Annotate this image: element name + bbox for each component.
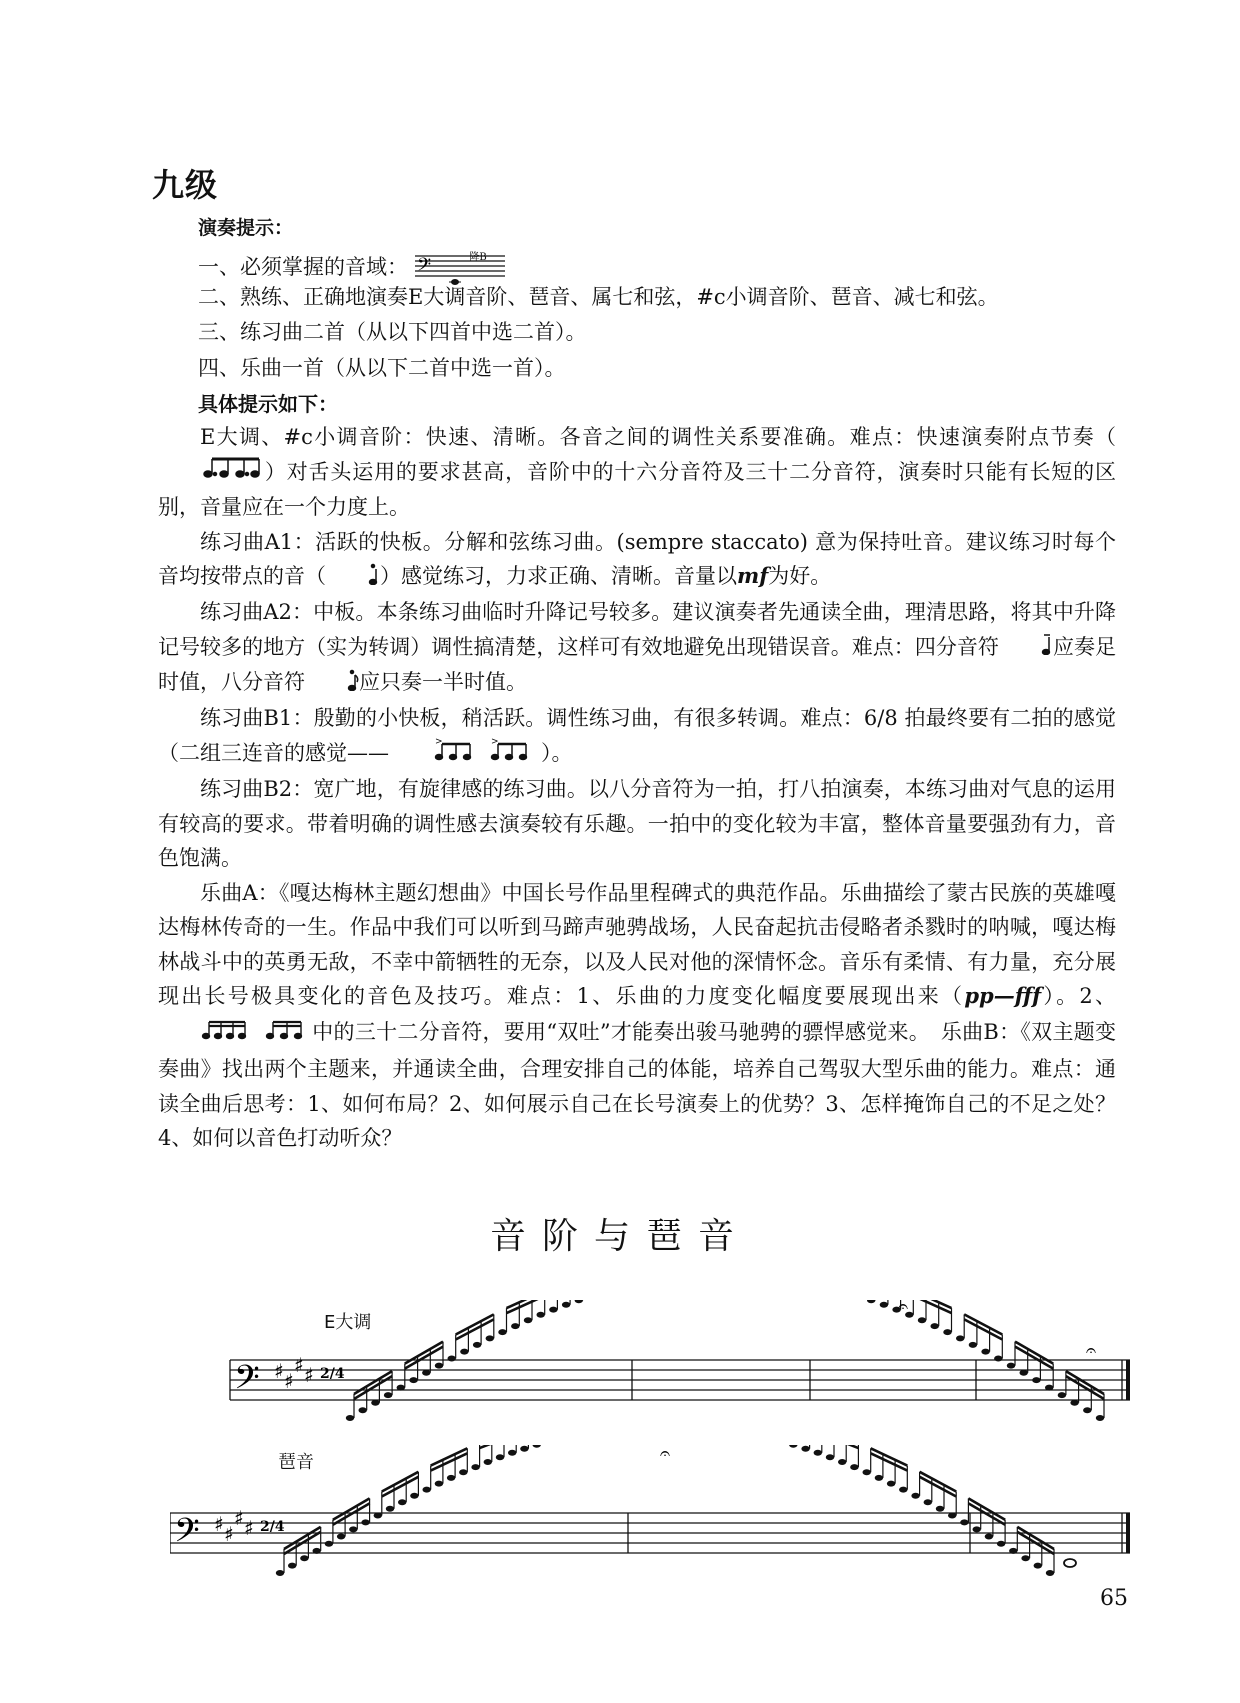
note-head — [838, 1459, 846, 1465]
beam — [964, 1319, 1002, 1339]
note-head — [498, 1329, 506, 1335]
note-head — [346, 1415, 354, 1421]
note-head — [460, 1349, 468, 1355]
time-signature-top: 2/4 — [260, 1519, 285, 1535]
note-head — [300, 1555, 308, 1561]
svg-text:>: > — [491, 736, 499, 747]
beam — [1015, 1347, 1053, 1369]
note-head — [969, 1342, 977, 1348]
requirement-4: 四、乐曲一首（从以下二首中选一首）。 — [198, 356, 566, 380]
note-head — [435, 1363, 443, 1369]
note-head — [1045, 1385, 1053, 1391]
beam — [382, 1472, 419, 1492]
note-head — [397, 1385, 405, 1391]
svg-text:♯: ♯ — [294, 1353, 304, 1377]
note-head — [956, 1335, 964, 1341]
note-head — [423, 1487, 431, 1493]
staccato-note-icon — [326, 561, 380, 596]
note-head — [549, 1307, 557, 1313]
page-number: 65 — [1100, 1586, 1128, 1611]
beam — [456, 1314, 494, 1334]
note-head — [325, 1541, 333, 1547]
requirement-2: 二、熟练、正确地演奏E大调音阶、琶音、属七和弦，#c小调音阶、琶音、减七和弦。 — [198, 285, 999, 309]
paragraph-scales-a: E大调、#c小调音阶：快速、清晰。各音之间的调性关系要准确。难点：快速演奏附点节奏（ — [200, 425, 1116, 449]
note-head — [960, 1519, 968, 1525]
triplet-notes-icon — [389, 736, 541, 773]
note-head — [943, 1329, 951, 1335]
beam — [920, 1472, 957, 1492]
note-head — [313, 1548, 321, 1554]
note-head — [801, 1446, 809, 1452]
paragraph-etude-a1 — [158, 525, 1116, 595]
note-head — [384, 1392, 392, 1398]
note-head — [1046, 1570, 1054, 1576]
note-head — [814, 1450, 822, 1456]
paragraph-scales-b: ）对舌头运用的要求甚高，音阶中的十六分音符及三十二分音符，演奏时只能有长短的区别，音量应在一个力度上。 — [158, 459, 1116, 520]
grade-title: 九级 — [152, 166, 219, 204]
note-head — [875, 1475, 883, 1481]
requirement-3: 三、练习曲二首（从以下四首中选二首）。 — [198, 320, 587, 344]
beam — [968, 1503, 1005, 1524]
staff-lines — [170, 1513, 1130, 1553]
beam — [1017, 1527, 1054, 1549]
dotted-rhythm-icon — [158, 456, 264, 491]
note-head — [850, 1464, 858, 1470]
note-head — [1021, 1555, 1029, 1561]
detail-body — [158, 420, 1116, 1156]
requirement-1-text: 一、必须掌握的音域： — [198, 255, 408, 279]
paragraph-etude-a2-a: 练习曲A2：中板。本条练习曲临时升降记号较多。建议演奏者先通读全曲，理清思路，将其中升降记号较多的地方（实为转调）调性搞清楚，这样可有效地避免出现错误音。难点：四分音符 — [158, 600, 1116, 659]
key-signature-sharps — [214, 1506, 254, 1546]
note-head — [459, 1469, 467, 1475]
note-head — [435, 1481, 443, 1487]
note-head — [486, 1335, 494, 1341]
note-head — [981, 1349, 989, 1355]
paragraph-scales — [158, 420, 1116, 525]
paragraph-etude-b1 — [158, 701, 1116, 772]
svg-text:𝄢: 𝄢 — [416, 255, 431, 280]
final-half-note — [1064, 1559, 1076, 1567]
paragraph-etude-a1-b: ）感觉练习，力求正确、清晰。音量以 — [380, 564, 737, 589]
note-head — [276, 1570, 284, 1576]
fermata-icon: 𝄐 — [898, 1300, 909, 1317]
note-head — [918, 1317, 926, 1323]
beam — [968, 1498, 1005, 1519]
scale-label-e-major: E大调 — [324, 1312, 372, 1333]
key-signature-sharps — [274, 1353, 314, 1393]
dynamic-mf: mf — [737, 563, 769, 589]
note-head — [386, 1506, 394, 1512]
note-head — [524, 1317, 532, 1323]
paragraph-pieces-b: ）。2、 — [1041, 984, 1116, 1009]
note-head — [948, 1513, 956, 1519]
note-head — [508, 1450, 516, 1456]
note-head — [994, 1356, 1002, 1362]
note-head — [447, 1475, 455, 1481]
beam — [964, 1314, 1002, 1334]
detail-heading: 具体提示如下： — [198, 392, 338, 416]
note-head — [936, 1506, 944, 1512]
note-head — [409, 1377, 417, 1383]
note-head — [863, 1469, 871, 1475]
paragraph-pieces-a: 乐曲A：《嘎达梅林主题幻想曲》中国长号作品里程碑式的典范作品。乐曲描绘了蒙古民族的英雄嘎达梅林传奇的一生。作品中我们可以听到马蹄声驰骋战场，人民奋起抗击侵略者杀戮时的呐喊，嘎达梅林战斗中的英勇无敌，不幸中箭牺牲的无奈，以及人民对他的深情怀念。音乐有柔情、有力量，充分展现出长号极具变化的音色及技巧。难点：1、乐曲的力度变化幅度要展现出来（ — [158, 880, 1116, 1009]
paragraph-pieces-c: 中的三十二分音符，要用“双吐”才能奏出骏马驰骋的骠悍感觉来。 乐曲B：《双主题变奏曲》找出两个主题来，并通读全曲，合理安排自己的体能，培养自己驾驭大型乐曲的能力。难点：通读全曲后思考：1、如何布局？2、如何展示自己在长号演奏上的优势？3、怎样掩饰自己的不足之处？4、如何以音色打动听众？ — [158, 1019, 1116, 1151]
note-head — [422, 1370, 430, 1376]
note-head — [533, 1445, 541, 1448]
double-tongue-rhythm-icon — [158, 1014, 312, 1053]
svg-text:♯: ♯ — [234, 1506, 244, 1530]
beam — [480, 1445, 517, 1448]
note-head — [374, 1513, 382, 1519]
note-head — [1058, 1392, 1066, 1398]
note-head — [371, 1400, 379, 1406]
note-head — [899, 1487, 907, 1493]
note-head — [985, 1534, 993, 1540]
note-head — [997, 1541, 1005, 1547]
note-head — [398, 1499, 406, 1505]
quarter-note-icon — [999, 631, 1053, 666]
paragraph-pieces — [158, 876, 1116, 1156]
arpeggio-notes — [276, 1445, 1054, 1576]
note-head — [1032, 1377, 1040, 1383]
note-head — [337, 1534, 345, 1540]
svg-text:♯: ♯ — [304, 1363, 314, 1387]
staff-lines — [230, 1360, 1130, 1400]
paragraph-etude-a2 — [158, 595, 1116, 701]
note-head — [361, 1519, 369, 1525]
note-head — [349, 1526, 357, 1532]
fermata-end-icon: 𝄐 — [1086, 1340, 1097, 1361]
svg-text:♯: ♯ — [224, 1522, 234, 1546]
note-head — [911, 1493, 919, 1499]
paragraph-etude-a1-a: 练习曲A1：活跃的快板。分解和弦练习曲。(sempre staccato) 意为保持吐音。建议练习时每个音均按带点的音（ — [158, 529, 1116, 589]
e-major-scale-staff — [170, 1300, 1140, 1460]
note-head — [288, 1563, 296, 1569]
note-head — [1034, 1563, 1042, 1569]
note-head — [973, 1526, 981, 1532]
note-head — [410, 1493, 418, 1499]
note-head — [880, 1302, 888, 1308]
paragraph-etude-b1-b: ）。 — [541, 740, 573, 765]
note-head — [359, 1407, 367, 1413]
note-head — [1070, 1400, 1078, 1406]
scale-label-arpeggio: 琶音 — [278, 1452, 314, 1473]
bass-clef-icon: 𝄢 — [234, 1359, 260, 1405]
note-head — [520, 1446, 528, 1452]
section-title: 音阶与琶音 — [489, 1216, 750, 1257]
note-head — [1009, 1548, 1017, 1554]
time-signature-top: 2/4 — [320, 1366, 345, 1382]
note-head — [511, 1323, 519, 1329]
note-head — [496, 1454, 504, 1460]
eighth-note-icon — [305, 667, 359, 702]
svg-text:♯: ♯ — [284, 1369, 294, 1393]
svg-text:♯: ♯ — [274, 1359, 284, 1383]
beam — [284, 1527, 321, 1549]
note-head — [924, 1499, 932, 1505]
note-head — [473, 1342, 481, 1348]
paragraph-etude-a2-c: 应只奏一半时值。 — [359, 670, 527, 695]
note-head — [826, 1454, 834, 1460]
beam — [333, 1498, 370, 1519]
svg-text:♯: ♯ — [244, 1516, 254, 1540]
arpeggio-staff — [170, 1445, 1140, 1610]
note-head — [575, 1300, 583, 1303]
note-head — [1020, 1370, 1028, 1376]
note-head — [471, 1464, 479, 1470]
bass-clef-icon: 𝄢 — [174, 1512, 200, 1558]
svg-text:♯: ♯ — [214, 1512, 224, 1536]
note-head — [448, 1356, 456, 1362]
note-head — [537, 1312, 545, 1318]
note-head — [1007, 1363, 1015, 1369]
note-head — [931, 1323, 939, 1329]
paragraph-etude-b2: 练习曲B2：宽广地，有旋律感的练习曲。以八分音符为一拍，打八拍演奏，本练习曲对气息的运用有较高的要求。带着明确的调性感去演奏较有乐趣。一拍中的变化较为丰富，整体音量要强劲有力，音色饱满。 — [158, 777, 1116, 871]
fermata-icon: 𝄐 — [660, 1445, 671, 1464]
paragraph-etude-b1-a: 练习曲B1：殷勤的小快板，稍活跃。调性练习曲，有很多转调。难点：6/8 拍最终要有二拍的感觉（二组三连音的感觉—— — [158, 706, 1116, 765]
note-head — [562, 1302, 570, 1308]
paragraph-etude-a2-b: 应奏足时值，八分音符 — [158, 634, 1117, 695]
hint-heading: 演奏提示： — [198, 217, 294, 239]
dynamic-pp-fff: pp—fff — [964, 983, 1042, 1009]
beam — [920, 1477, 957, 1497]
range-note-label: 降B — [469, 252, 487, 263]
note-head — [867, 1300, 875, 1303]
note-head — [1083, 1407, 1091, 1413]
note-head — [484, 1459, 492, 1465]
note-head — [1096, 1415, 1104, 1421]
note-head — [887, 1481, 895, 1487]
paragraph-etude-a1-c: 为好。 — [768, 564, 832, 589]
svg-text:>: > — [435, 736, 443, 747]
note-head — [789, 1445, 797, 1448]
beam — [822, 1445, 859, 1448]
